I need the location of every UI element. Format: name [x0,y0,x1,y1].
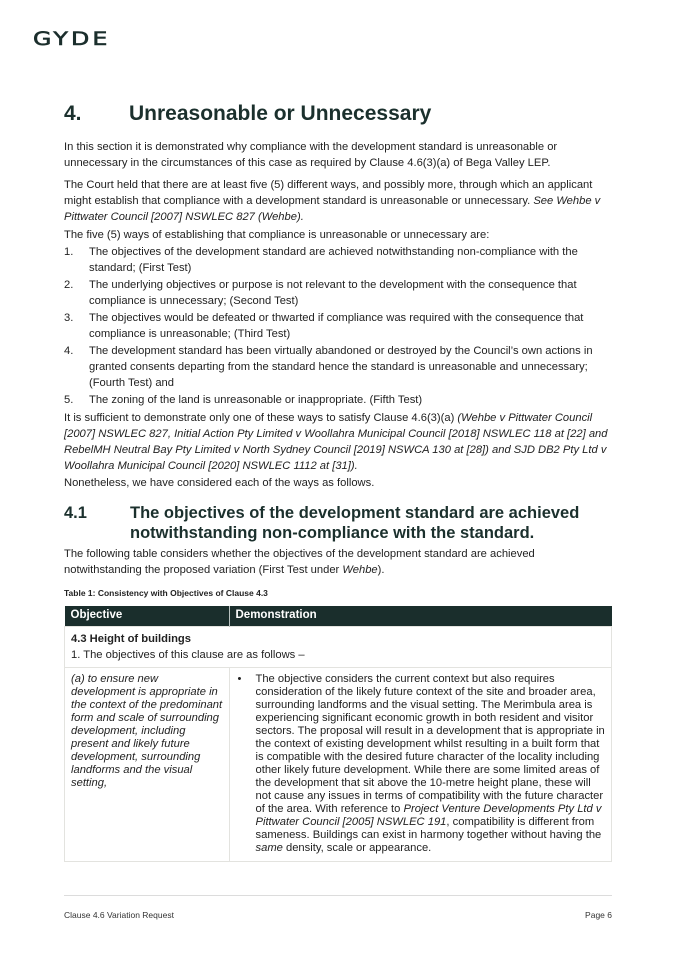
demonstration-cell [229,668,612,862]
list-number: 2. [64,279,74,291]
sufficiency-paragraph [64,410,614,474]
list-item [64,244,614,276]
table-caption: Table 1: Consistency with Objectives of Clause 4.3 [64,588,268,598]
footer-page-number: Page 6 [585,910,612,920]
group-cell [65,627,612,668]
subsection-heading [64,503,624,543]
demo-text-b: , compatibility is different from sameness. Buildings can exist in harmony together without having the [255,816,602,841]
emphasis-same: same [255,842,283,854]
list-text: The zoning of the land is unreasonable or inappropriate. (Fifth Test) [89,394,423,406]
court-paragraph [64,177,614,225]
list-number: 1. [64,246,74,258]
list-item [64,310,614,342]
intro-paragraph: In this section it is demonstrated why compliance with the development standard is unreasonable or unnecessary in the circumstances of this case as required by Clause 4.6(3)(a) of Bega Valley LEP. [64,141,558,169]
subsection-number: 4.1 [64,504,87,522]
objectives-table [64,606,612,862]
five-ways-intro: The five (5) ways of establishing that compliance is unreasonable or unnecessary are: [64,229,490,241]
wehbe-ref: Wehbe [342,564,378,576]
list-number: 3. [64,312,74,324]
table-intro-text: The following table considers whether the objectives of the development standard are achieved notwithstanding the proposed variation (First Test under [64,548,535,576]
column-header-demonstration: Demonstration [229,606,612,627]
column-header-objective: Objective [65,606,230,627]
demonstration-text [256,673,606,855]
footer-document-title: Clause 4.6 Variation Request [64,910,174,920]
case-citations: (Wehbe v Pittwater Council [2007] NSWLEC 827, Initial Action Pty Limited v Woollahra Municipal Council [2018] NSWLEC 118 at [22] and RebelMH Neutral Bay Pty Limited v North Sydney Council [2019] NSWCA 130 at [28]) and SJD DB2 Pty Ltd v Woollahra Municipal Council [2020] NSWLEC 1112 at [31]). [64,412,608,472]
list-text: The underlying objectives or purpose is not relevant to the development with the consequence that compliance is unnecessary; (Second Test) [89,279,577,307]
demo-text-c: density, scale or appearance. [282,842,432,854]
table-row [65,668,612,862]
list-item [64,343,614,391]
section-heading [64,102,431,126]
section-number: 4. [64,102,82,125]
footer-divider [64,895,612,896]
court-paragraph-text: The Court held that there are at least five (5) different ways, and possibly more, through which an applicant might establish that compliance with a development standard is unreasonable or unnecessary. [64,179,593,207]
objective-cell: (a) to ensure new development is appropriate in the context of the predominant form and scale of surrounding development, including present and likely future development, surrounding landforms and the visual setting, [65,668,230,862]
tests-list [64,244,614,409]
list-text: The development standard has been virtually abandoned or destroyed by the Council’s own actions in granted consents departing from the standard hence the standard is unreasonable and unnecessary; (Fourth Test) and [89,345,593,389]
subsection-title: The objectives of the development standard are achieved notwithstanding non-compliance with the standard. [130,504,580,542]
bullet-icon: • [237,673,242,685]
list-item [64,392,614,408]
table-group-row [65,627,612,668]
demo-text-a: The objective considers the current context but also requires consideration of the likely future context of the site and broader area, surrounding landforms and the visual setting. The Merimbula area is experiencing significant economic growth in both resident and visitor sectors. The proposal will result in a development that is appropriate in the context of existing development whilst resulting in a built form that is compatible with the desired future character of the locality including other likely future development. While there are some limited areas of the development that sit above the 10-metre height plane, these will not cause any issues in terms of compatibility with the future character of the area. With reference to [255,673,605,815]
table-header-row [65,606,612,627]
wehbe-citation: See Wehbe v Pittwater Council [2007] NSWLEC 827 (Wehbe). [64,195,601,223]
list-item [64,277,614,309]
list-number: 4. [64,345,74,357]
nonetheless-paragraph: Nonetheless, we have considered each of the ways as follows. [64,477,375,489]
company-logo: GYDE [33,28,111,50]
group-title: 4.3 Height of buildings [71,633,191,645]
group-line: 1. The objectives of this clause are as follows – [71,649,305,661]
table-intro-paragraph [64,546,614,578]
section-title: Unreasonable or Unnecessary [129,102,432,125]
list-text: The objectives of the development standard are achieved notwithstanding non-compliance with the standard; (First Test) [89,246,578,274]
sufficiency-text: It is sufficient to demonstrate only one of these ways to satisfy Clause 4.6(3)(a) [64,412,458,424]
table-intro-end: ). [377,564,385,576]
list-text: The objectives would be defeated or thwarted if compliance was required with the consequence that compliance is unreasonable; (Third Test) [89,312,584,340]
list-number: 5. [64,394,74,406]
case-reference: Project Venture Developments Pty Ltd v Pittwater Council [2005] NSWLEC 191 [255,803,602,828]
demonstration-bullet-item [236,673,606,855]
